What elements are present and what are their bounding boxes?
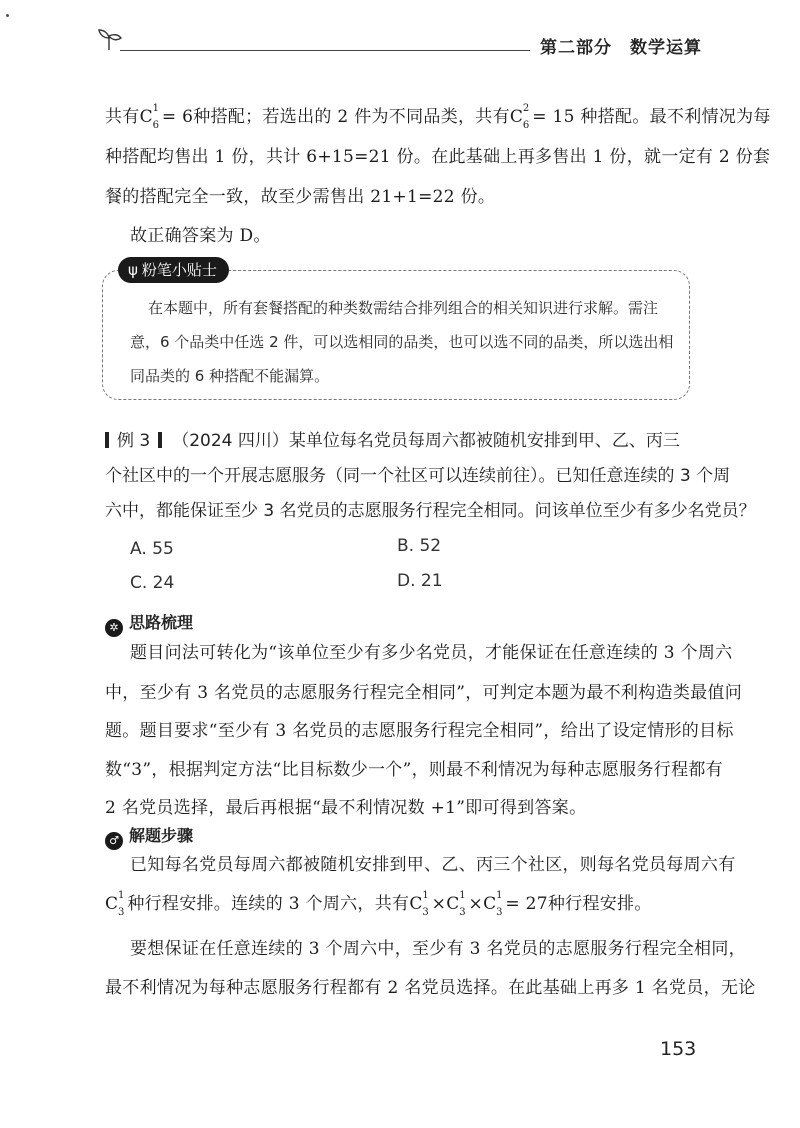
combination-c31: C 1 3 — [105, 891, 125, 917]
example-label: 例 3 — [117, 431, 151, 451]
text-fragment: 种行程安排。连续的 3 个周六，共有 — [127, 894, 410, 914]
option-a: A. 55 — [130, 539, 174, 559]
tip-line-2: 意，6 个品类中任选 2 件，可以选相同的品类，也可以选不同的品类，所以选出相 — [130, 333, 674, 351]
comb-sup: 1 — [152, 103, 160, 114]
option-b: B. 52 — [397, 536, 442, 556]
tip-line-3: 同品类的 6 种搭配不能漏算。 — [130, 367, 330, 385]
solution-line-2: 种搭配均售出 1 份，共计 6+15=21 份。在此基础上再多售出 1 份，就一定有 2 份套 — [105, 147, 771, 167]
steps-line-2 — [105, 891, 652, 917]
option-c: C. 24 — [130, 573, 175, 593]
gear-icon: ✲ — [105, 619, 123, 637]
steps-heading-text: 解题步骤 — [129, 826, 194, 845]
tip-label-text: 粉笔小贴士 — [141, 261, 217, 279]
example-text: （2024 四川）某单位每名党员每周六都被随机安排到甲、乙、丙三 — [172, 431, 680, 451]
comb-sup: 1 — [459, 890, 466, 901]
analysis-line-2: 中，至少有 3 名党员的志愿服务行程完全相同”，可判定本题为最不利构造类最值问 — [105, 683, 743, 703]
analysis-heading-text: 思路梳理 — [129, 613, 194, 632]
text-fragment: = 27种行程安排。 — [505, 894, 652, 914]
combination-c62: C 2 6 — [510, 104, 530, 130]
comb-sub: 6 — [522, 120, 530, 131]
header-title — [540, 33, 702, 58]
steps-line-4: 最不利情况为每种志愿服务行程都有 2 名党员选择。在此基础上再多 1 名党员，无论 — [105, 978, 756, 998]
analysis-heading — [105, 610, 193, 637]
header-rule — [120, 50, 530, 51]
text-fragment: 共有 — [105, 107, 140, 127]
steps-line-3: 要想保证在任意连续的 3 个周六中，至少有 3 名党员的志愿服务行程完全相同， — [130, 939, 746, 959]
analysis-line-3: 题。题目要求“至少有 3 名党员的志愿服务行程完全相同”，给出了设定情形的目标 — [105, 721, 734, 741]
analysis-line-5: 2 名党员选择，最后再根据“最不利情况数 +1”即可得到答案。 — [105, 798, 587, 818]
example-line-2: 个社区中的一个开展志愿服务（同一个社区可以连续前往）。已知任意连续的 3 个周 — [105, 466, 731, 486]
page-number: 153 — [660, 1038, 697, 1060]
steps-heading — [105, 823, 193, 850]
solution-line-3: 餐的搭配完全一致，故至少需售出 21+1=22 份。 — [105, 187, 496, 207]
text-fragment: = 6种搭配；若选出的 2 件为不同品类，共有 — [161, 107, 510, 127]
combination-c61: C 1 6 — [140, 104, 160, 130]
example-bar-right — [158, 432, 162, 448]
combination-c31: C 1 3 — [483, 891, 503, 917]
scan-speck — [6, 14, 9, 17]
header-section: 第二部分 — [540, 38, 612, 58]
example-line-3: 六中，都能保证至少 3 名党员的志愿服务行程完全相同。问该单位至少有多少名党员？ — [105, 501, 756, 521]
steps-line-1: 已知每名党员每周六都被随机安排到甲、乙、丙三个社区，则每名党员每周六有 — [130, 855, 736, 875]
analysis-line-4: 数“3”，根据判定方法“比目标数少一个”，则最不利情况为每种志愿服务行程都有 — [105, 760, 723, 780]
sprout-icon: ψ — [128, 261, 138, 279]
comb-sup: 1 — [422, 890, 430, 901]
answer-line: 故正确答案为 D。 — [130, 226, 271, 246]
header-chapter: 数学运算 — [630, 38, 702, 58]
combination-c31: C 1 3 — [446, 891, 466, 917]
combination-c31: C 1 3 — [409, 891, 429, 917]
analysis-line-1: 题目问法可转化为“该单位至少有多少名党员，才能保证在任意连续的 3 个周六 — [130, 643, 733, 663]
steps-icon: ♂ — [105, 832, 123, 850]
example-bar-left — [105, 432, 109, 448]
comb-sub: 3 — [422, 907, 430, 918]
solution-line-1 — [105, 104, 771, 130]
times-sign: × — [468, 894, 484, 914]
comb-sub: 3 — [496, 907, 503, 918]
option-d: D. 21 — [397, 571, 443, 591]
tip-label — [118, 257, 229, 283]
comb-sub: 6 — [152, 120, 160, 131]
comb-sup: 1 — [118, 890, 125, 901]
tip-line-1: 在本题中，所有套餐搭配的种类数需结合排列组合的相关知识进行求解。需注 — [148, 299, 659, 317]
times-sign: × — [431, 894, 447, 914]
example-line-1 — [105, 428, 680, 454]
comb-sub: 3 — [118, 907, 125, 918]
text-fragment: = 15 种搭配。最不利情况为每 — [532, 107, 771, 127]
comb-sub: 3 — [459, 907, 466, 918]
comb-sup: 2 — [522, 103, 530, 114]
comb-sup: 1 — [496, 890, 503, 901]
